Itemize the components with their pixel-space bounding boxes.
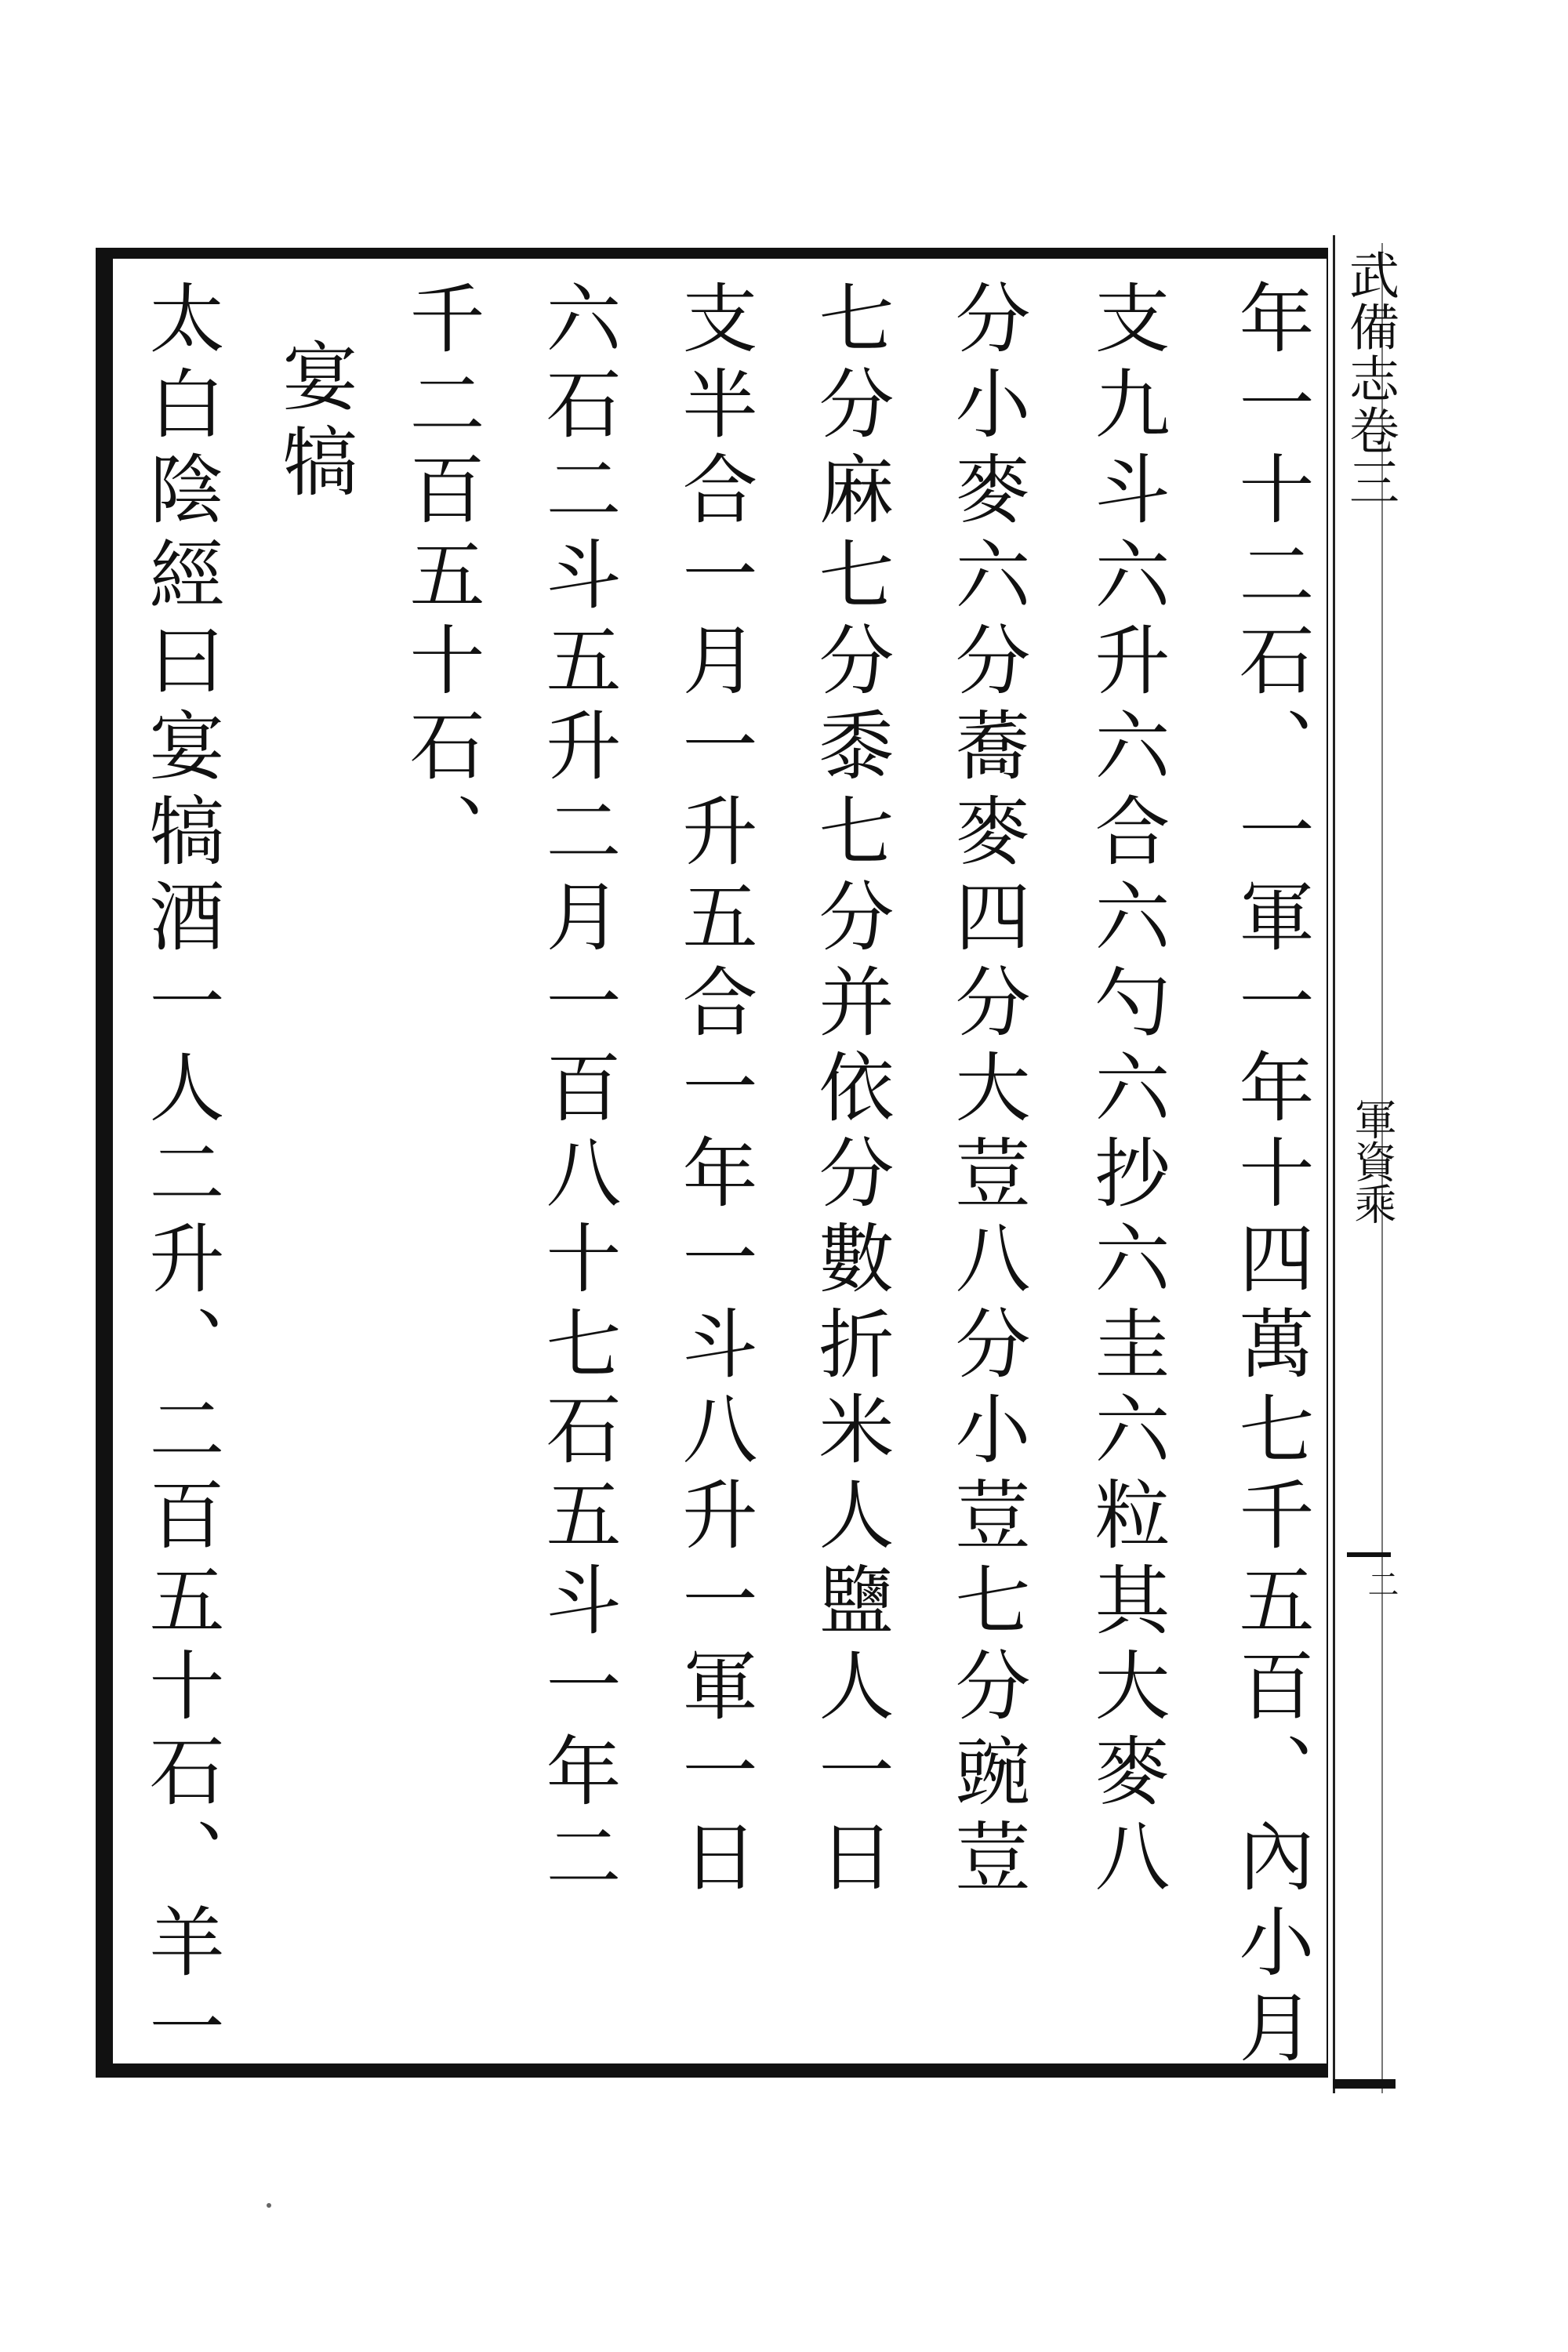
margin-bottom-mark bbox=[1333, 2079, 1396, 2089]
margin-chapter-title: 軍資乘 bbox=[1348, 1098, 1397, 1225]
margin-page-number: 二 bbox=[1363, 1568, 1399, 1599]
text-column-6: 六石二斗五升二月一百八十七石五斗一年二 bbox=[534, 279, 622, 1903]
text-column-2: 支九斗六升六合六勺六抄六圭六粒其大麥八 bbox=[1083, 279, 1171, 1903]
text-column-7: 千二百五十石、 bbox=[397, 279, 485, 877]
text-column-3: 分小麥六分蕎麥四分大荳八分小荳七分豌荳 bbox=[943, 279, 1031, 1903]
margin-book-title: 武備志卷三 bbox=[1341, 249, 1399, 508]
margin-fishtail-mark bbox=[1347, 1552, 1391, 1557]
text-column-9: 太白陰經曰宴犒酒一人二升、二百五十石、羊一 bbox=[137, 279, 225, 2074]
text-column-5: 支半合一月一升五合一年一斗八升一軍一日 bbox=[670, 279, 758, 1903]
text-column-4: 七分麻七分黍七分并依分數折米人鹽人一日 bbox=[807, 279, 895, 1903]
margin-rule-left bbox=[1333, 235, 1335, 2093]
text-column-1: 年一十二石、一軍一年十四萬七千五百、內小月 bbox=[1227, 279, 1315, 2074]
section-heading: 宴犒 bbox=[270, 337, 358, 508]
ink-speck bbox=[267, 2203, 271, 2208]
